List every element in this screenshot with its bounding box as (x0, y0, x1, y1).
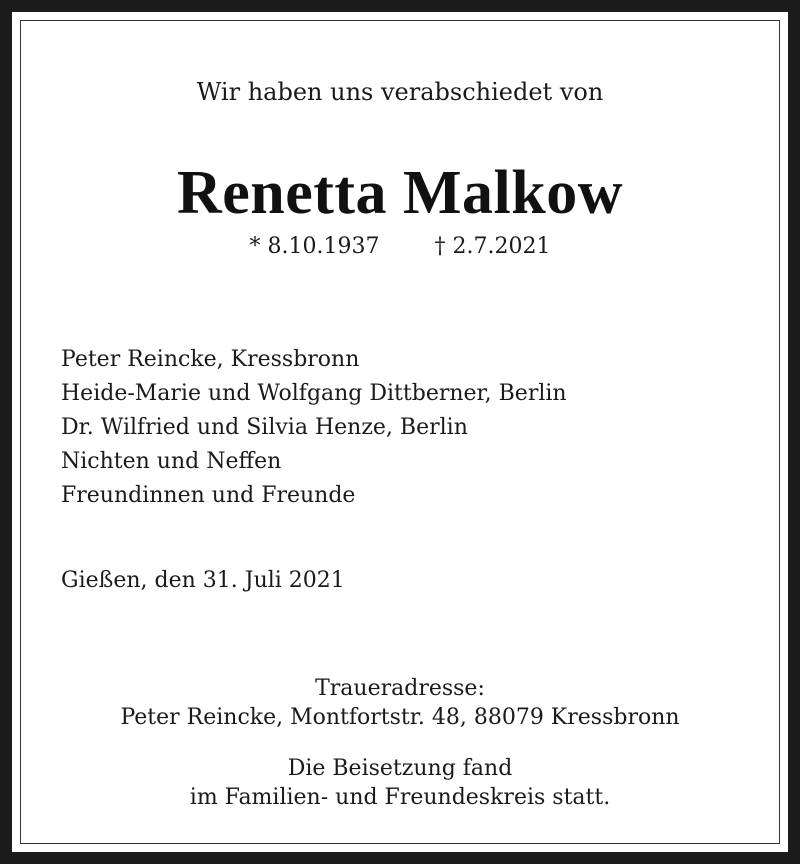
place-and-date: Gießen, den 31. Juli 2021 (61, 568, 345, 593)
intro-text: Wir haben uns verabschiedet von (196, 78, 604, 106)
burial-note-line1: Die Beisetzung fand (287, 756, 513, 781)
mourners-list (61, 343, 567, 513)
deceased-name: Renetta Malkow (176, 159, 624, 227)
burial-note-line2: im Familien- und Freundeskreis statt. (189, 785, 611, 810)
mourner-item: Heide-Marie und Wolfgang Dittberner, Berlin (61, 381, 567, 406)
death-date: † 2.7.2021 (434, 234, 551, 259)
mourning-address: Peter Reincke, Montfortstr. 48, 88079 Kressbronn (120, 705, 680, 730)
mourning-address-label: Traueradresse: (315, 676, 485, 701)
mourner-item: Peter Reincke, Kressbronn (61, 347, 360, 372)
birth-date: * 8.10.1937 (249, 234, 380, 259)
life-dates (0, 234, 800, 259)
mourner-item: Nichten und Neffen (61, 449, 282, 474)
mourner-item: Freundinnen und Freunde (61, 483, 356, 508)
mourner-item: Dr. Wilfried und Silvia Henze, Berlin (61, 415, 468, 440)
